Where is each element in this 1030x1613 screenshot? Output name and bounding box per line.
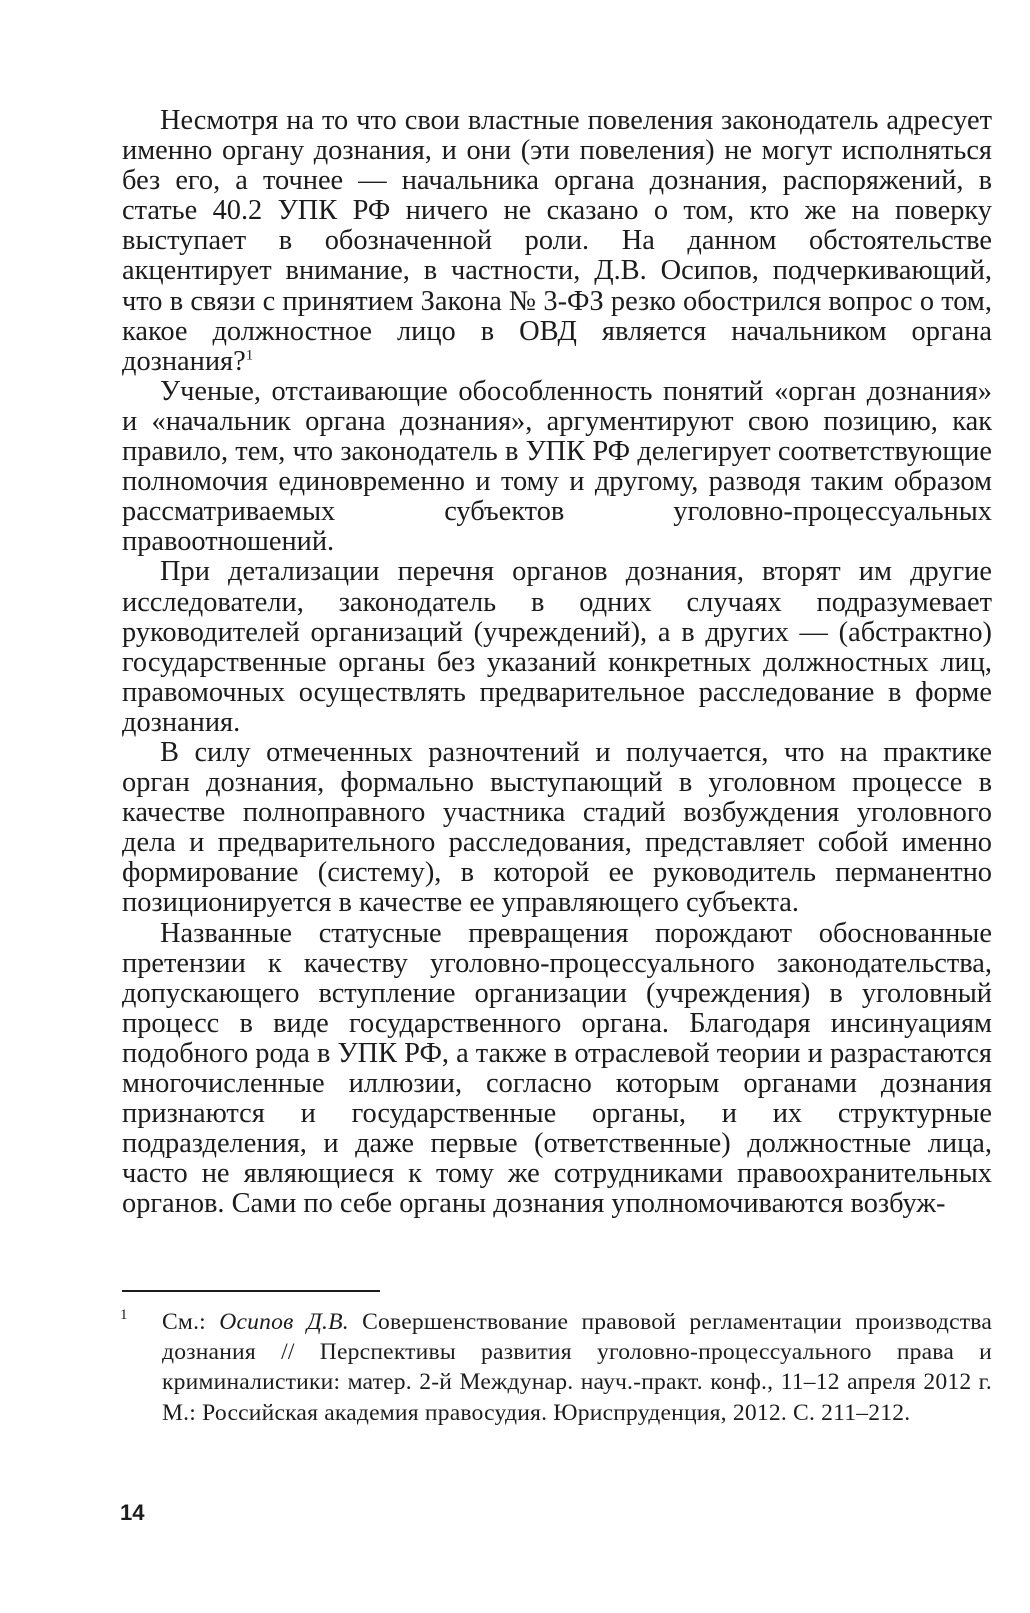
paragraph-5: Названные статусные превращения порождают обоснованные претензии к качеству уголовно-процессуального законодательства, допускающего вступление организации (учреждения) в уголовный процесс в виде государственного органа. Благодаря инсинуациям подобного рода в УПК РФ, а также в отраслевой теории и разрастаются многочисленные иллюзии, согласно которым органами дознания признаются и государственные органы, и их структурные подразделения, и даже первые (ответственные) должностные лица, часто не являющиеся к тому же сотрудниками правоохранительных органов. Сами по себе органы дознания уполномочиваются возбуж- [122,917,992,1220]
footnote-prefix: См.: [162,1309,220,1335]
paragraph-1-text: Несмотря на то что свои властные повеления законодатель адресует именно органу дознания, и они (эти повеления) не могут исполняться без его, а точнее — начальника органа дознания, распоряжений, в статье 40.2 УПК РФ ничего не сказано о том, кто же на поверку выступает в обозначенной роли. На данном обстоятельстве акцентирует внимание, в частности, Д.В. Осипов, подчеркивающий, что в связи с принятием Закона № 3-ФЗ резко обострился вопрос о том, какое должностное лицо в ОВД является начальником органа дознания? [122,105,992,377]
paragraph-4: В силу отмеченных разночтений и получается, что на практике орган дознания, формально выступающий в уголовном процессе в качестве полноправного участника стадий возбуждения уголовного дела и предварительного расследования, представляет собой именно формирование (систему), в которой ее руководитель перманентно позиционируется в качестве ее управляющего субъекта. [122,736,992,919]
paragraph-1 [122,106,992,377]
main-text [122,106,992,1219]
footnote-separator [122,1290,380,1292]
footnote-text: Совершенствование правовой регламентации производства дознания // Перспективы развития уголовно-процессуального права и криминалистики: матер. 2-й Междунар. науч.-практ. конф., 11–12 апреля 2012 г. М.: Российская академия правосудия. Юриспруденция, 2012. С. 211–212. [162,1309,992,1426]
footnote-reference: 1 [245,347,254,364]
paragraph-3: При детализации перечня органов дознания, вторят им другие исследователи, законодатель в одних случаях подразумевает руководителей организаций (учреждений), а в других — (абстрактно) государственные органы без указаний конкретных должностных лиц, правомочных осуществлять предварительное расследование в форме дознания. [122,556,992,738]
footnote [162,1307,992,1428]
footnote-marker: 1 [120,1307,128,1323]
paragraph-2: Ученые, отстаивающие обособленность понятий «орган дознания» и «начальник органа дознания», аргументируют свою позицию, как правило, тем, что законодатель в УПК РФ делегирует соответствующие полномочия единовременно и тому и другому, разводя таким образом рассматриваемых субъектов уголовно-процессуальных правоотношений. [122,375,992,558]
page-number: 14 [120,1500,145,1525]
footnote-author: Осипов Д.В. [219,1309,349,1335]
